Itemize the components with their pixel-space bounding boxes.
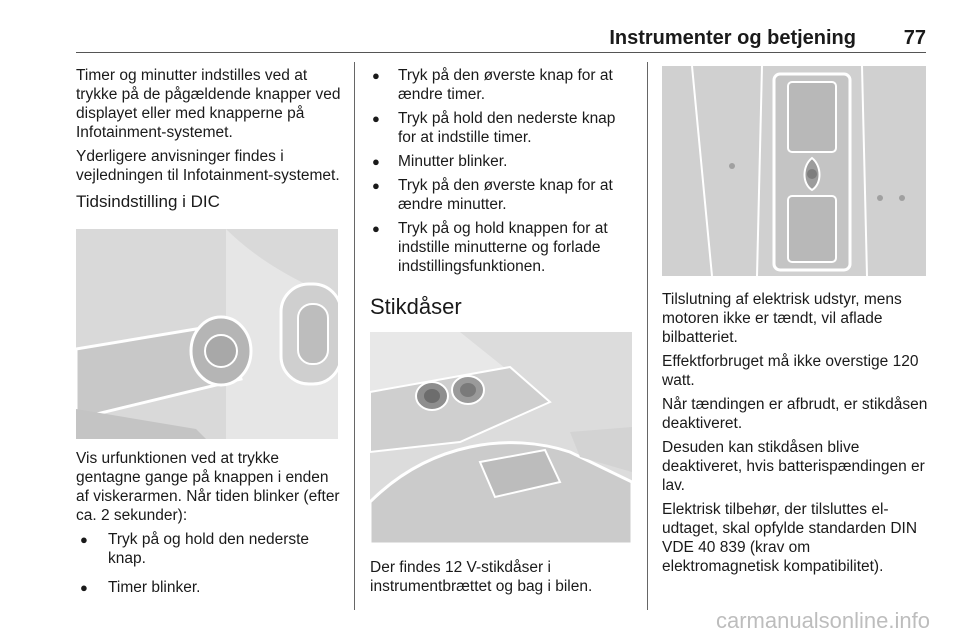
list-item: ● Tryk på den øverste knap for at ændre timer. (370, 66, 634, 104)
header-rule (76, 52, 926, 53)
col3-paragraph-4: Desuden kan stikdåsen blive deaktiveret, hvis batterispændingen er lav. (662, 439, 925, 494)
power-socket-illustration (370, 332, 632, 544)
list-item: ● Timer blinker. (76, 578, 344, 597)
col1-heading: Tidsindstilling i DIC (76, 192, 220, 211)
col3-paragraph-2: Effektforbruget må ikke overstige 120 watt. (662, 353, 919, 389)
list-item: ● Tryk på og hold knappen for at indstille minutterne og forlade indstillingsfunktionen. (370, 219, 634, 276)
col3-paragraph-1: Tilslutning af elektrisk udstyr, mens motoren ikke er tændt, vil aflade bilbatteriet. (662, 291, 902, 346)
list-item: ● Minutter blinker. (370, 152, 634, 171)
col2-heading: Stikdåser (370, 294, 462, 319)
column-1 (76, 66, 344, 602)
list-item: ● Tryk på og hold den nederste knap. (76, 530, 344, 568)
wiper-stalk-illustration (76, 229, 338, 439)
column-3 (662, 66, 930, 581)
watermark: carmanualsonline.info (715, 608, 930, 633)
col1-paragraph-2: Yderligere anvisninger findes i vejledningen til Infotainment-systemet. (76, 148, 340, 184)
header-title: Instrumenter og betjening (609, 27, 856, 49)
power-socket-figure (370, 332, 632, 544)
col2-paragraph-1: Der findes 12 V-stikdåser i instrumentbrættet og bag i bilen. (370, 559, 593, 595)
column-2 (370, 66, 634, 601)
column-divider-1 (354, 62, 355, 610)
col3-paragraph-5: Elektrisk tilbehør, der tilsluttes el-udtaget, skal opfylde standarden DIN VDE 40 839 (krav om elektromagnetisk kompatibilitet). (662, 501, 918, 575)
col1-paragraph-1: Timer og minutter indstilles ved at trykke på de pågældende knapper ved displayet eller med knapperne på Infotainment-systemet. (76, 67, 341, 141)
wiper-stalk-figure (76, 229, 338, 439)
rear-socket-illustration (662, 66, 926, 276)
col1-bullet-list (76, 530, 344, 597)
list-item: ● Tryk på den øverste knap for at ændre minutter. (370, 176, 634, 214)
rear-socket-figure (662, 66, 926, 276)
column-divider-2 (647, 62, 648, 610)
page-number: 77 (903, 27, 926, 49)
col1-paragraph-3: Vis urfunktionen ved at trykke gentagne gange på knappen i enden af viskerarmen. Når tiden blinker (efter ca. 2 sekunder): (76, 450, 340, 524)
col3-paragraph-3: Når tændingen er afbrudt, er stikdåsen deaktiveret. (662, 396, 928, 432)
col2-bullet-list (370, 66, 634, 276)
list-item: ● Tryk på hold den nederste knap for at indstille timer. (370, 109, 634, 147)
